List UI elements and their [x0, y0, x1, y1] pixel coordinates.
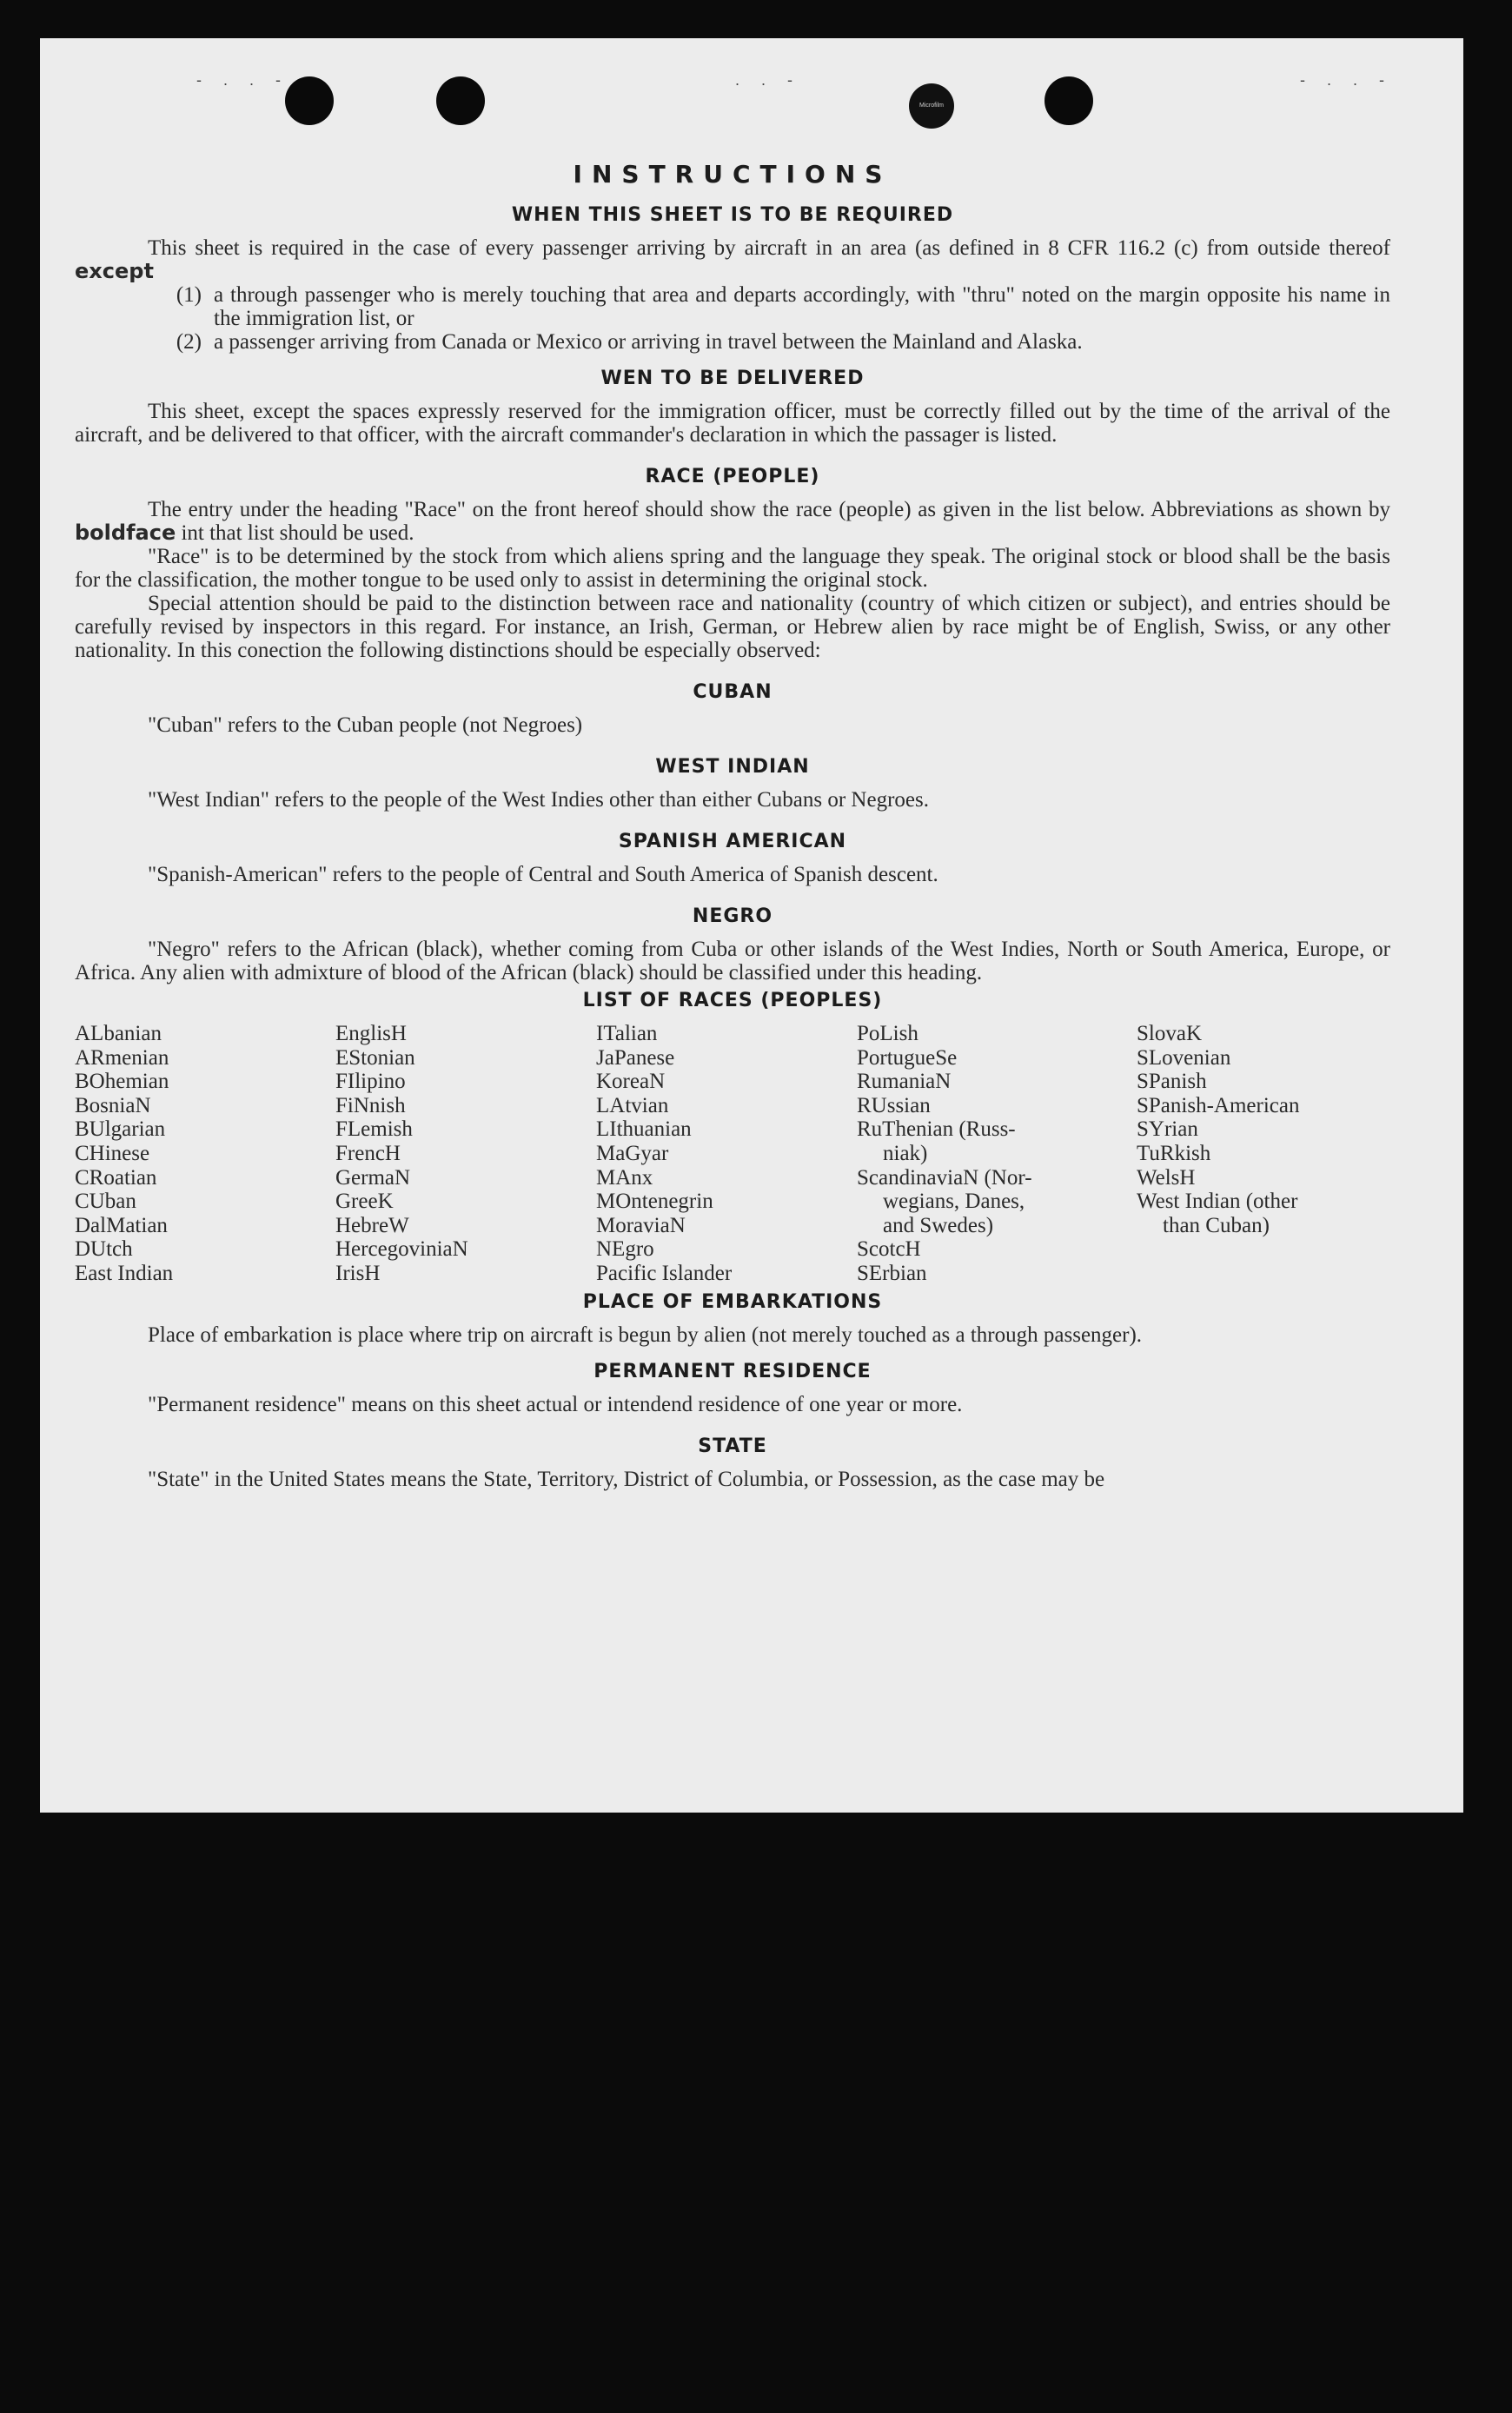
races-column-3 [596, 1022, 857, 1286]
heading-west-indian: WEST INDIAN [655, 756, 810, 778]
residence-text: "Permanent residence" means on this sheet actual or intendend residence of one year or more. [148, 1392, 963, 1416]
heading-race: RACE (PEOPLE) [645, 466, 820, 487]
list-item: RumaniaN [857, 1070, 952, 1094]
list-item: niak) [883, 1141, 928, 1165]
heading-state: STATE [698, 1435, 767, 1457]
item-number: (1) [176, 283, 202, 307]
punch-hole [285, 76, 334, 125]
list-item: WelsH [1137, 1165, 1196, 1190]
heading-negro: NEGRO [692, 905, 773, 927]
list-item: NEgro [596, 1237, 654, 1262]
item-number: (2) [176, 330, 202, 354]
list-item: TuRkish [1137, 1141, 1211, 1165]
list-item: PortugueSe [857, 1045, 958, 1070]
list-item: and Swedes) [883, 1213, 994, 1237]
list-item: DalMatian [75, 1213, 168, 1237]
list-item: ALbanian [75, 1022, 162, 1045]
punch-hole [436, 76, 485, 125]
state-text: "State" in the United States means the State, Territory, District of Columbia, or Possession, as the case may be [148, 1467, 1105, 1491]
races-column-5 [1137, 1022, 1380, 1286]
race-paragraph-1 [75, 498, 1390, 545]
race-paragraph-3: Special attention should be paid to the distinction between race and nationality (country of which citizen or subject), and entries should be carefully revised by inspectors in this regard. For instance, an Irish, German, or Hebrew alien by race might be of English, Swiss, or any other nationality. In this conection the following distinctions should be especially observed: [75, 592, 1390, 662]
list-item: ARmenian [75, 1045, 169, 1070]
instructions-content [75, 160, 1390, 1491]
list-item: PoLish [857, 1022, 918, 1045]
heading-when-required: WHEN THIS SHEET IS TO BE REQUIRED [511, 204, 954, 226]
margin-marks-left: - . . - [196, 71, 289, 89]
list-item: MAnx [596, 1165, 653, 1190]
margin-marks-right: - . . - [1300, 71, 1393, 89]
list-item: BosniaN [75, 1093, 151, 1117]
races-column-1 [75, 1022, 335, 1286]
boldface-bold: boldface [75, 520, 176, 545]
heading-spanish-american: SPANISH AMERICAN [618, 831, 847, 852]
list-item: FiNnish [335, 1093, 406, 1117]
list-item: SLovenian [1137, 1045, 1231, 1070]
races-column-2 [335, 1022, 596, 1286]
item-text: a passenger arriving from Canada or Mexico or arriving in travel between the Mainland and Alaska. [214, 330, 1083, 354]
list-item [75, 283, 1390, 330]
list-item: KoreaN [596, 1070, 666, 1094]
spanish-american-text: "Spanish-American" refers to the people of Central and South America of Spanish descent. [148, 863, 938, 886]
list-item: ScotcH [857, 1237, 921, 1262]
list-item: ITalian [596, 1022, 658, 1045]
list-item: SlovaK [1137, 1022, 1202, 1045]
list-item: East Indian [75, 1261, 174, 1285]
west-indian-text: "West Indian" refers to the people of the West Indies other than either Cubans or Negroes. [148, 788, 929, 812]
races-list [75, 1022, 1390, 1286]
item-text: a through passenger who is merely touching that area and departs accordingly, with "thru" noted on the margin opposite his name in the immigration list, or [214, 283, 1390, 330]
list-item: EStonian [335, 1045, 415, 1070]
list-item: BUlgarian [75, 1117, 166, 1142]
list-item: IrisH [335, 1261, 381, 1285]
list-item: MoraviaN [596, 1213, 686, 1237]
microfilm-hole-logo: Microfilm [909, 83, 954, 129]
when-required-intro-text: This sheet is required in the case of every passenger arriving by aircraft in an area (as defined in 8 CFR 116.2 (c) from outside thereof [148, 236, 1390, 260]
race-paragraph-2: "Race" is to be determined by the stock from which aliens spring and the language they speak. The original stock or blood shall be the basis for the classification, the mother tongue to be used only to assist in determining the original stock. [75, 545, 1390, 592]
page-title: INSTRUCTIONS [573, 160, 892, 189]
list-item: JaPanese [596, 1045, 675, 1070]
list-item: MaGyar [596, 1141, 669, 1165]
list-item: LIthuanian [596, 1117, 692, 1142]
margin-marks-middle: . . - [735, 71, 801, 89]
list-item: SYrian [1137, 1117, 1198, 1142]
list-item: than Cuban) [1163, 1213, 1270, 1237]
list-item: GreeK [335, 1190, 394, 1214]
list-item: HercegoviniaN [335, 1237, 468, 1262]
list-item: FLemish [335, 1117, 413, 1142]
list-item [75, 330, 1390, 354]
list-item: SPanish [1137, 1070, 1207, 1094]
list-item: CRoatian [75, 1165, 157, 1190]
heading-permanent-residence: PERMANENT RESIDENCE [594, 1360, 872, 1382]
list-item: FrencH [335, 1141, 401, 1165]
list-item: wegians, Danes, [883, 1190, 1025, 1214]
list-item: BOhemian [75, 1070, 169, 1094]
list-item: SErbian [857, 1261, 927, 1285]
list-item: SPanish-American [1137, 1093, 1300, 1117]
list-item: FIlipino [335, 1070, 406, 1094]
list-item: HebreW [335, 1213, 409, 1237]
document-page [40, 38, 1463, 1813]
embarkation-text: Place of embarkation is place where trip on aircraft is begun by alien (not merely touched as a through passenger). [148, 1323, 1143, 1347]
except-bold: except [75, 259, 154, 283]
list-item: GermaN [335, 1165, 411, 1190]
negro-text: "Negro" refers to the African (black), whether coming from Cuba or other islands of the West Indies, North or South America, Europe, or Africa. Any alien with admixture of blood of the African (black) should be classified under this heading. [75, 938, 1390, 984]
list-item: MOntenegrin [596, 1190, 713, 1214]
list-item: EnglisH [335, 1022, 407, 1045]
cuban-text: "Cuban" refers to the Cuban people (not Negroes) [148, 713, 583, 737]
heading-when-delivered: WEN TO BE DELIVERED [600, 368, 865, 389]
races-column-4 [857, 1022, 1137, 1286]
list-item: West Indian (other [1137, 1190, 1298, 1214]
list-item: CHinese [75, 1141, 150, 1165]
race-p1-end: int that list should be used. [181, 521, 414, 545]
heading-list-of-races: LIST OF RACES (PEOPLES) [582, 990, 883, 1011]
when-delivered-text: This sheet, except the spaces expressly reserved for the immigration officer, must be correctly filled out by the time of the arrival of the aircraft, and be delivered to that officer, with the aircraft commander's declaration in which the passager is listed. [75, 400, 1390, 447]
list-item: LAtvian [596, 1093, 669, 1117]
punch-hole [1044, 76, 1093, 125]
list-item: RUssian [857, 1093, 931, 1117]
list-item: CUban [75, 1190, 136, 1214]
list-item: RuThenian (Russ- [857, 1117, 1016, 1142]
list-item: ScandinaviaN (Nor- [857, 1165, 1032, 1190]
when-required-intro [75, 236, 1390, 283]
heading-cuban: CUBAN [693, 681, 773, 703]
list-item: Pacific Islander [596, 1261, 733, 1285]
heading-embarkation: PLACE OF EMBARKATIONS [582, 1290, 883, 1313]
race-p1-start: The entry under the heading "Race" on the front hereof should show the race (people) as given in the list below. Abbreviations as shown by [148, 498, 1390, 521]
list-item: DUtch [75, 1237, 133, 1262]
